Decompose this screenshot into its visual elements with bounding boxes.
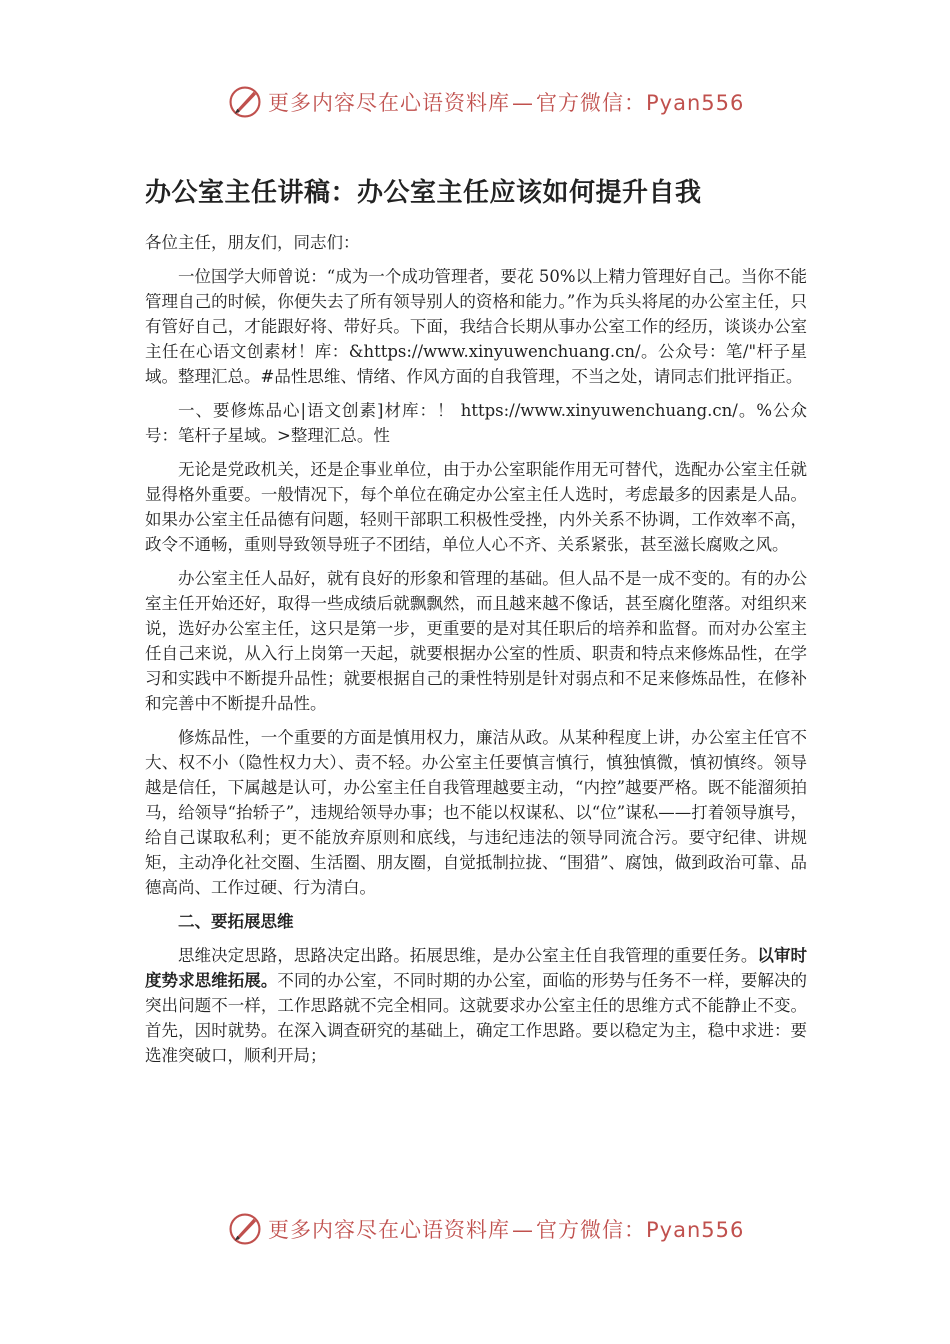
document-body [145, 230, 807, 1077]
paragraph-5-intro: 思维决定思路，思路决定出路。拓展思维，是办公室主任自我管理的重要任务。 [178, 946, 758, 965]
greeting: 各位主任，朋友们，同志们： [145, 233, 360, 252]
document-title: 办公室主任讲稿：办公室主任应该如何提升自我 [145, 178, 702, 208]
logo-icon [228, 85, 262, 119]
banner-wechat-id: Pyan556 [646, 91, 745, 115]
banner-separator: — [512, 91, 534, 115]
banner-text [268, 1214, 744, 1244]
banner-text [268, 87, 744, 117]
paragraph-3: 办公室主任人品好，就有良好的形象和管理的基础。但人品不是一成不变的。有的办公室主任开始还好，取得一些成绩后就飘飘然，而且越来越不像话，甚至腐化堕落。对组织来说，选好办公室主任，这只是第一步，更重要的是对其任职后的培养和监督。而对办公室主任自己来说，从入行上岗第一天起，就要根据办公室的性质、职责和特点来修炼品性，在学习和实践中不断提升品性；就要根据自己的秉性特别是针对弱点和不足来修炼品性，在修补和完善中不断提升品性。 [145, 569, 807, 713]
paragraph-5 [145, 943, 807, 1068]
banner-wechat-label: 官方微信： [536, 91, 646, 115]
paragraph-2: 无论是党政机关，还是企事业单位，由于办公室职能作用无可替代，选配办公室主任就显得格外重要。一般情况下，每个单位在确定办公室主任人选时，考虑最多的因素是人品。如果办公室主任品德有问题，轻则干部职工积极性受挫，内外关系不协调，工作效率不高，政令不通畅，重则导致领导班子不团结，单位人心不齐、关系紧张，甚至滋长腐败之风。 [145, 460, 807, 554]
logo-icon [228, 1212, 262, 1246]
paragraph-5-bold: 以审时度势求思维拓展。 [145, 946, 808, 990]
banner-main-text: 更多内容尽在心语资料库 [268, 1218, 510, 1242]
banner-separator: — [512, 1218, 534, 1242]
section-heading-1: 一、要修炼品心|语文创素]材库：！ https://www.xinyuwenchuang.cn/。%公众号：笔杆子星域。>整理汇总。性 [145, 401, 807, 445]
banner-wechat-label: 官方微信： [536, 1218, 646, 1242]
paragraph-4: 修炼品性，一个重要的方面是慎用权力，廉洁从政。从某种程度上讲，办公室主任官不大、权不小（隐性权力大）、责不轻。办公室主任要慎言慎行，慎独慎微，慎初慎终。领导越是信任，下属越是认可，办公室主任自我管理越要主动，“内控”越要严格。既不能溜须拍马，给领导“抬轿子”，违规给领导办事；也不能以权谋私、以“位”谋私——打着领导旗号，给自己谋取私利；更不能放弃原则和底线，与违纪违法的领导同流合污。要守纪律、讲规矩，主动净化社交圈、生活圈、朋友圈，自觉抵制拉拢、“围猎”、腐蚀，做到政治可靠、品德高尚、工作过硬、行为清白。 [145, 728, 807, 897]
paragraph-1: 一位国学大师曾说：“成为一个成功管理者，要花 50%以上精力管理好自己。当你不能管理自己的时候，你便失去了所有领导别人的资格和能力。”作为兵头将尾的办公室主任，只有管好自己，才能跟好将、带好兵。下面，我结合长期从事办公室工作的经历，谈谈办公室主任在心语文创素材！库：&https://www.xinyuwenchuang.cn/。公众号：笔/"杆子星域。整理汇总。#品性思维、情绪、作风方面的自我管理，不当之处，请同志们批评指正。 [145, 267, 807, 386]
banner-main-text: 更多内容尽在心语资料库 [268, 91, 510, 115]
paragraph-5-rest: 不同的办公室，不同时期的办公室，面临的形势与任务不一样，要解决的突出问题不一样，工作思路就不完全相同。这就要求办公室主任的思维方式不能静止不变。首先，因时就势。在深入调查研究的基础上，确定工作思路。要以稳定为主，稳中求进：要选准突破口，顺利开局； [145, 971, 808, 1065]
header-banner [228, 84, 748, 120]
banner-wechat-id: Pyan556 [646, 1218, 745, 1242]
footer-banner [228, 1211, 748, 1247]
section-heading-2: 二、要拓展思维 [178, 912, 294, 931]
